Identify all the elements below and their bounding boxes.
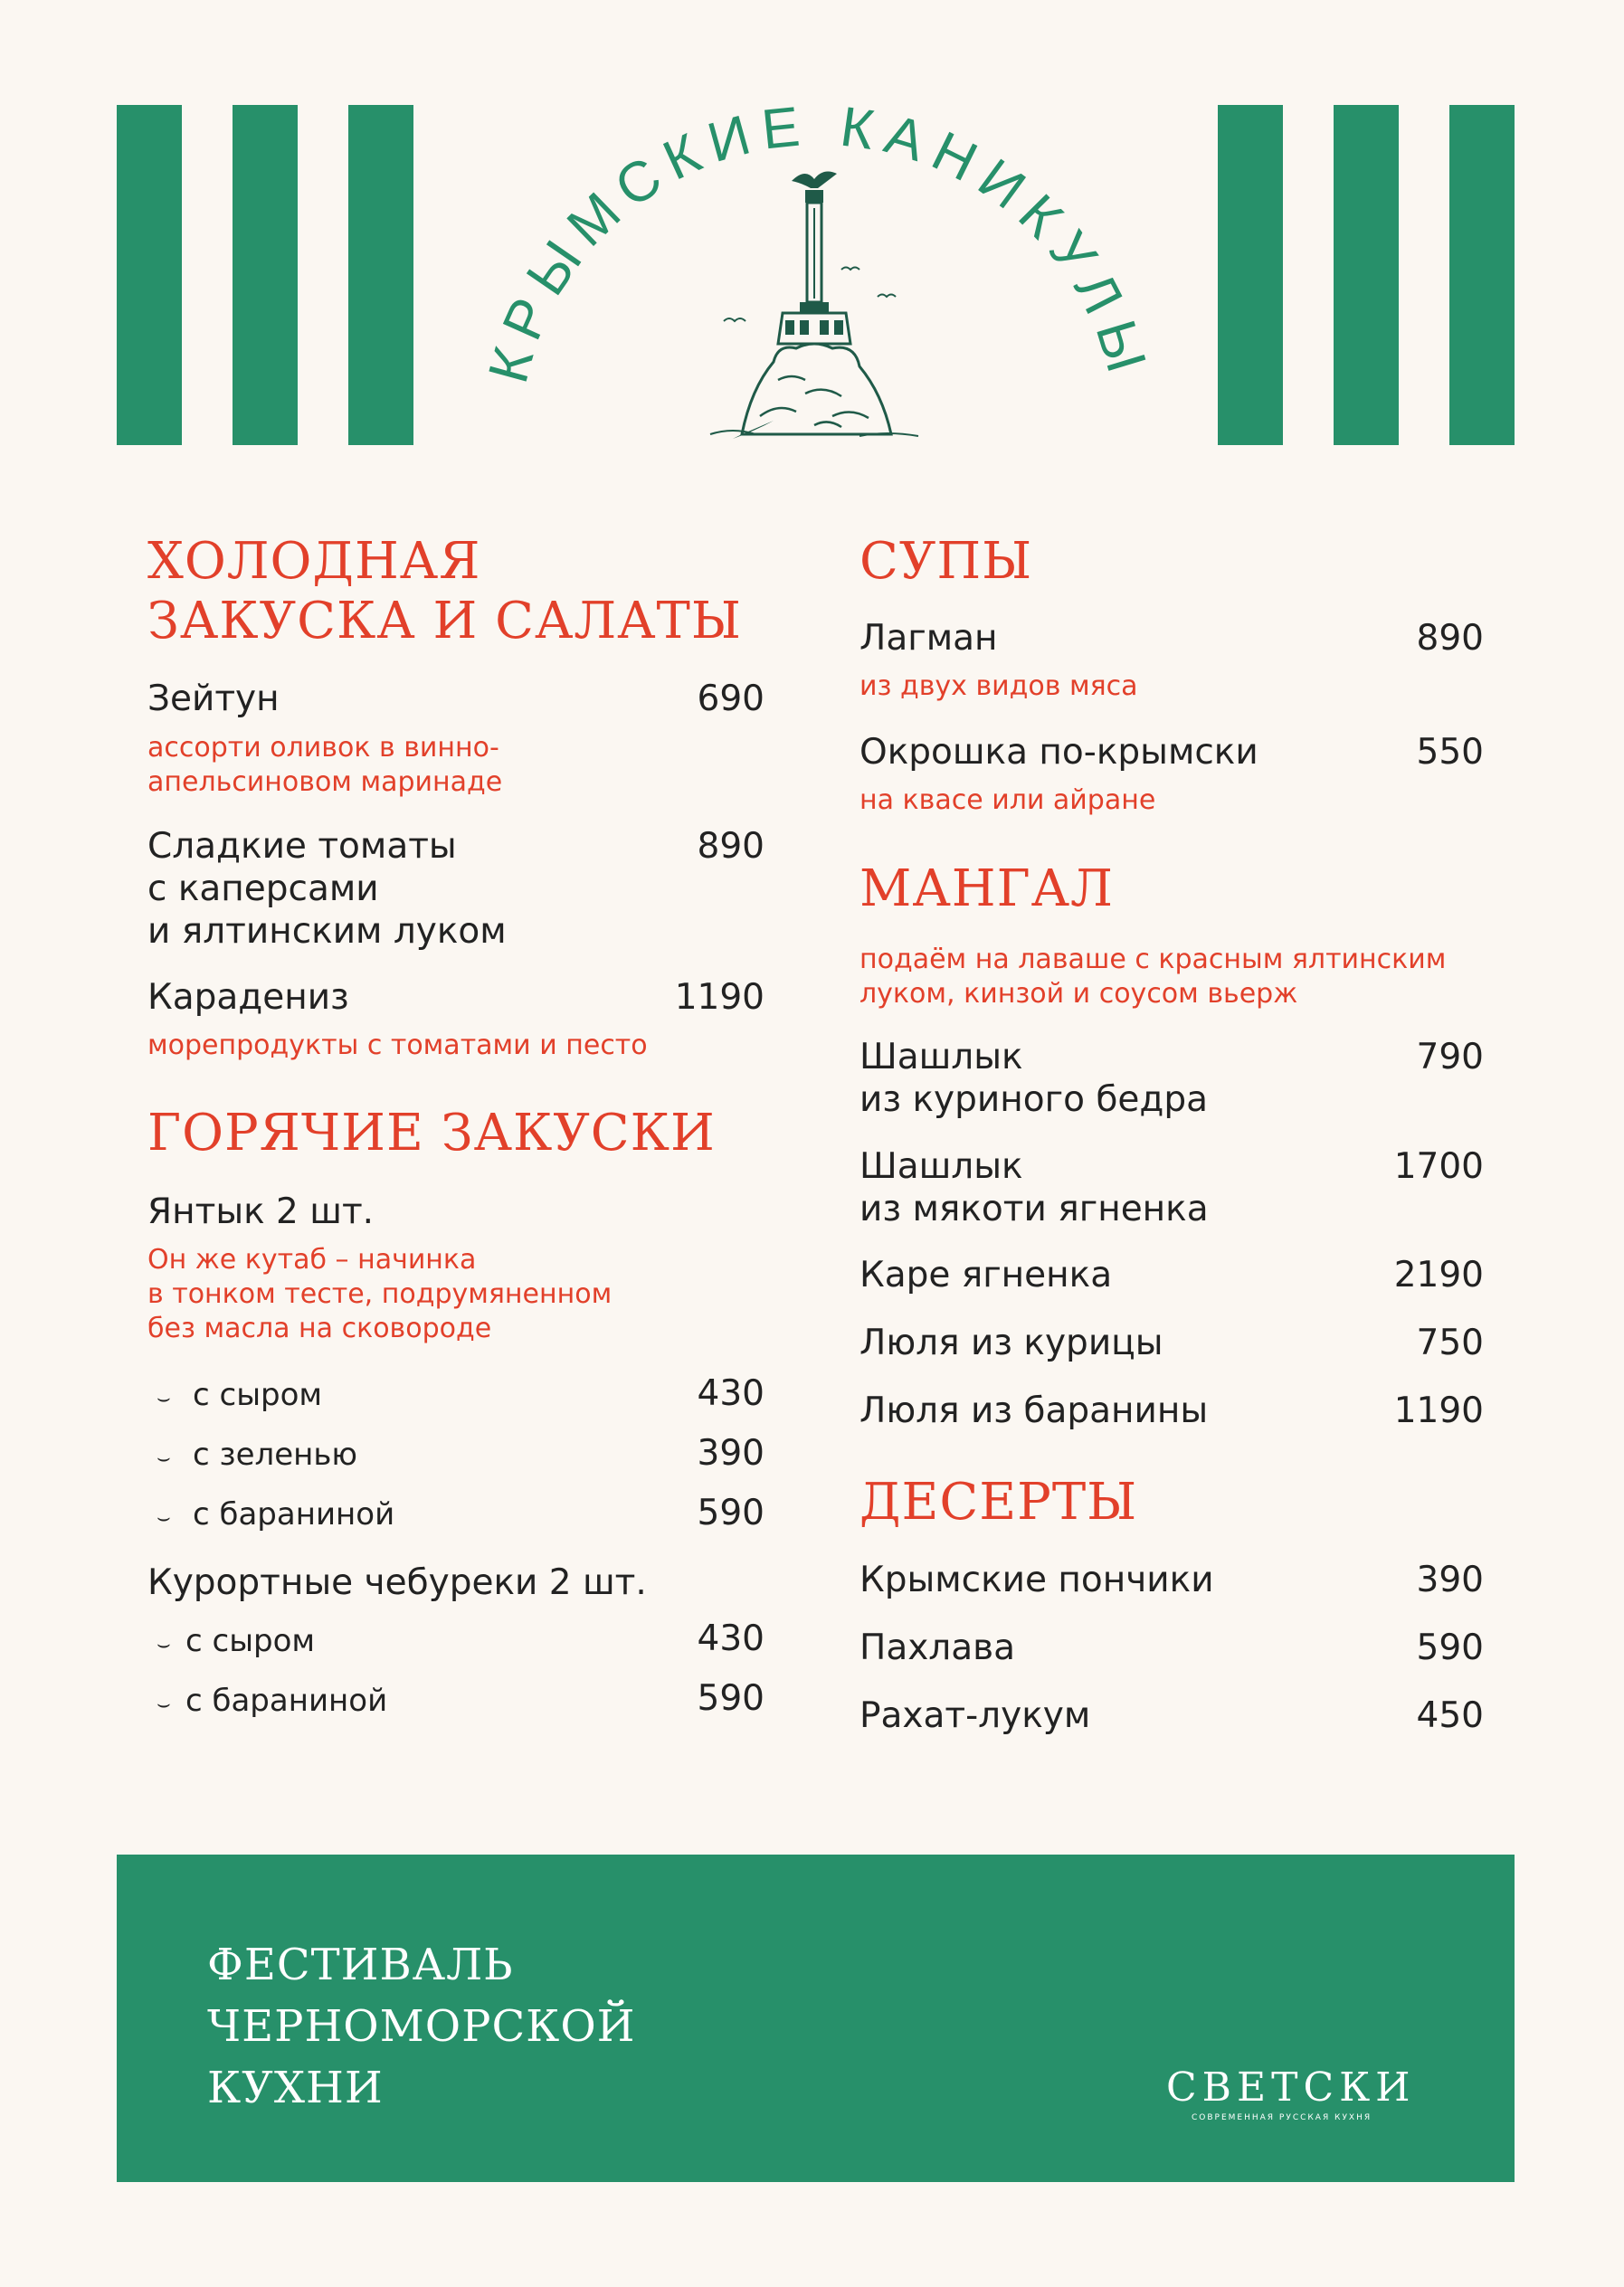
menu-option: ⌣ с зеленью	[157, 1436, 357, 1476]
menu-item-price: 590	[1416, 1627, 1484, 1668]
menu-item-price: 790	[1416, 1037, 1484, 1077]
footer-banner	[117, 1855, 1515, 2182]
wave-bullet-icon: ⌣	[157, 1691, 171, 1716]
menu-item-price: 890	[1416, 618, 1484, 659]
menu-item-description: ассорти оливок в винно- апельсиновом маринаде	[147, 732, 503, 798]
menu-item-description: из двух видов мяса	[859, 670, 1138, 702]
menu-option: ⌣ с бараниной	[157, 1682, 387, 1722]
menu-item-description: Он же кутаб – начинка в тонком тесте, подрумяненном без масла на сковороде	[147, 1244, 613, 1344]
brand-logo: СВЕТСКИ	[1166, 2064, 1416, 2111]
wave-bullet-icon: ⌣	[157, 1445, 171, 1470]
menu-item-name: Карадениз	[147, 977, 349, 1018]
section-title-grill: МАНГАЛ	[859, 859, 1114, 918]
menu-item-price: 1700	[1393, 1146, 1484, 1187]
menu-item-price: 2190	[1393, 1255, 1484, 1295]
wave-bullet-icon: ⌣	[157, 1385, 171, 1410]
menu-option-price: 430	[697, 1373, 765, 1414]
menu-item-price: 690	[697, 679, 765, 719]
menu-item-price: 390	[1416, 1560, 1484, 1600]
wave-bullet-icon: ⌣	[157, 1504, 171, 1530]
header-title: КРЫМСКИЕ КАНИКУЛЫ	[477, 94, 1162, 390]
menu-option-price: 590	[697, 1493, 765, 1533]
menu-item-name: Люля из баранины	[859, 1390, 1209, 1431]
menu-item-price: 750	[1416, 1323, 1484, 1363]
menu-item-price: 1190	[1393, 1390, 1484, 1431]
brand-tagline: СОВРЕМЕННАЯ РУССКАЯ КУХНЯ	[1192, 2113, 1372, 2122]
menu-item-name: Рахат-лукум	[859, 1695, 1091, 1736]
menu-item-description: морепродукты с томатами и песто	[147, 1030, 648, 1061]
menu-option: ⌣ с сыром	[157, 1622, 315, 1663]
menu-item-name: Зейтун	[147, 679, 280, 719]
menu-item-name: Шашлык из мякоти ягненка	[859, 1146, 1209, 1229]
menu-option-price: 430	[697, 1618, 765, 1659]
menu-item-name: Окрошка по-крымски	[859, 732, 1258, 773]
menu-item-name: Пахлава	[859, 1627, 1016, 1668]
menu-item-name: Крымские пончики	[859, 1560, 1214, 1600]
festival-title: ФЕСТИВАЛЬ ЧЕРНОМОРСКОЙ КУХНИ	[207, 1940, 636, 2113]
menu-item-description: на квасе или айране	[859, 784, 1156, 816]
section-title-soups: СУПЫ	[859, 532, 1033, 591]
section-description: подаём на лаваше с красным ялтинским луком, кинзой и соусом вьерж	[859, 944, 1447, 1010]
menu-item-price: 550	[1416, 732, 1484, 773]
menu-item-name: Янтык 2 шт.	[147, 1191, 375, 1232]
menu-item-name: Шашлык из куриного бедра	[859, 1037, 1208, 1120]
menu-item-name: Сладкие томаты с каперсами и ялтинским луком	[147, 826, 507, 952]
menu-item-price: 450	[1416, 1695, 1484, 1736]
menu-option-price: 590	[697, 1678, 765, 1719]
menu-item-price: 1190	[674, 977, 765, 1018]
section-title-hot: ГОРЯЧИЕ ЗАКУСКИ	[147, 1104, 716, 1162]
menu-item-price: 890	[697, 826, 765, 867]
wave-bullet-icon: ⌣	[157, 1631, 171, 1656]
menu-item-name: Курортные чебуреки 2 шт.	[147, 1562, 647, 1603]
menu-option: ⌣ с бараниной	[157, 1495, 394, 1536]
menu-item-name: Люля из курицы	[859, 1323, 1163, 1363]
monument-icon	[706, 163, 923, 461]
menu-item-name: Лагман	[859, 618, 998, 659]
menu-item-name: Каре ягненка	[859, 1255, 1113, 1295]
section-title-desserts: ДЕСЕРТЫ	[859, 1473, 1138, 1532]
section-title-cold: ХОЛОДНАЯ ЗАКУСКА И САЛАТЫ	[147, 532, 742, 650]
menu-option: ⌣ с сыром	[157, 1376, 322, 1417]
menu-option-price: 390	[697, 1433, 765, 1474]
